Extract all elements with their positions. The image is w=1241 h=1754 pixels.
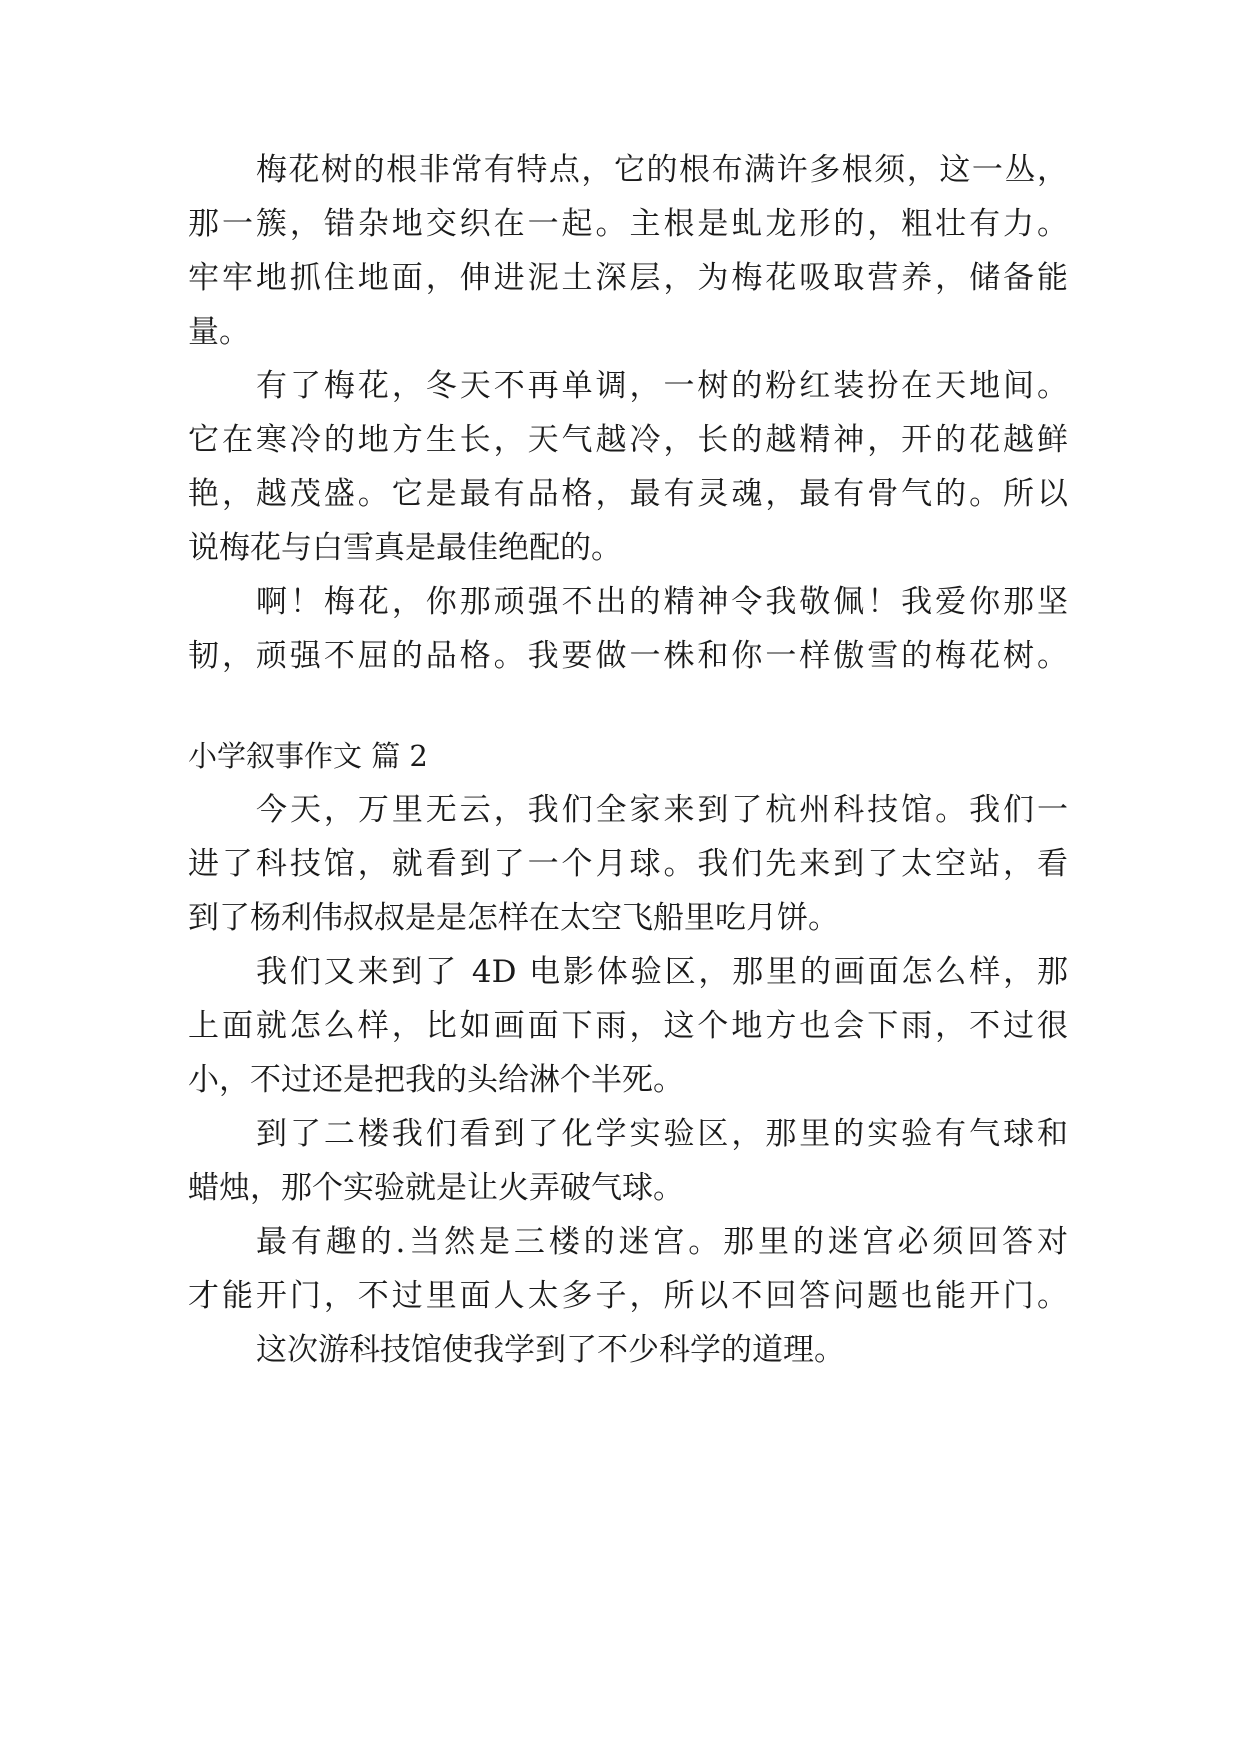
paragraph-line: 艳，越茂盛。它是最有品格，最有灵魂，最有骨气的。所以 xyxy=(188,476,1068,512)
paragraph-line: 说梅花与白雪真是最佳绝配的。 xyxy=(188,530,622,566)
section-heading: 小学叙事作文 篇 2 xyxy=(188,739,428,773)
paragraph-line: 有了梅花，冬天不再单调，一树的粉红装扮在天地间。 xyxy=(256,368,1068,404)
paragraph-line: 最有趣的.当然是三楼的迷宫。那里的迷宫必须回答对 xyxy=(256,1224,1068,1260)
paragraph-line: 韧，顽强不屈的品格。我要做一株和你一样傲雪的梅花树。 xyxy=(188,638,1068,674)
paragraph-line: 蜡烛，那个实验就是让火弄破气球。 xyxy=(188,1170,684,1206)
paragraph-line: 上面就怎么样，比如画面下雨，这个地方也会下雨，不过很 xyxy=(188,1008,1068,1044)
paragraph-line: 今天，万里无云，我们全家来到了杭州科技馆。我们一 xyxy=(256,792,1068,828)
paragraph-line: 小，不过还是把我的头给淋个半死。 xyxy=(188,1062,684,1098)
paragraph-line: 啊！梅花，你那顽强不出的精神令我敬佩！我爱你那坚 xyxy=(256,584,1068,620)
paragraph-line: 这次游科技馆使我学到了不少科学的道理。 xyxy=(256,1332,845,1368)
paragraph-line: 到了二楼我们看到了化学实验区，那里的实验有气球和 xyxy=(256,1116,1068,1152)
paragraph-line: 才能开门，不过里面人太多子，所以不回答问题也能开门。 xyxy=(188,1278,1068,1314)
paragraph-line: 进了科技馆，就看到了一个月球。我们先来到了太空站，看 xyxy=(188,846,1068,882)
paragraph-line: 那一簇，错杂地交织在一起。主根是虬龙形的，粗壮有力。 xyxy=(188,206,1068,242)
paragraph-line: 梅花树的根非常有特点，它的根布满许多根须，这一丛， xyxy=(256,152,1068,188)
paragraph-line: 我们又来到了 4D 电影体验区，那里的画面怎么样，那 xyxy=(256,954,1068,990)
paragraph-line: 量。 xyxy=(188,314,250,350)
paragraph-line: 它在寒冷的地方生长，天气越冷，长的越精神，开的花越鲜 xyxy=(188,422,1068,458)
paragraph-line: 到了杨利伟叔叔是是怎样在太空飞船里吃月饼。 xyxy=(188,900,839,936)
paragraph-line: 牢牢地抓住地面，伸进泥土深层，为梅花吸取营养，储备能 xyxy=(188,260,1068,296)
